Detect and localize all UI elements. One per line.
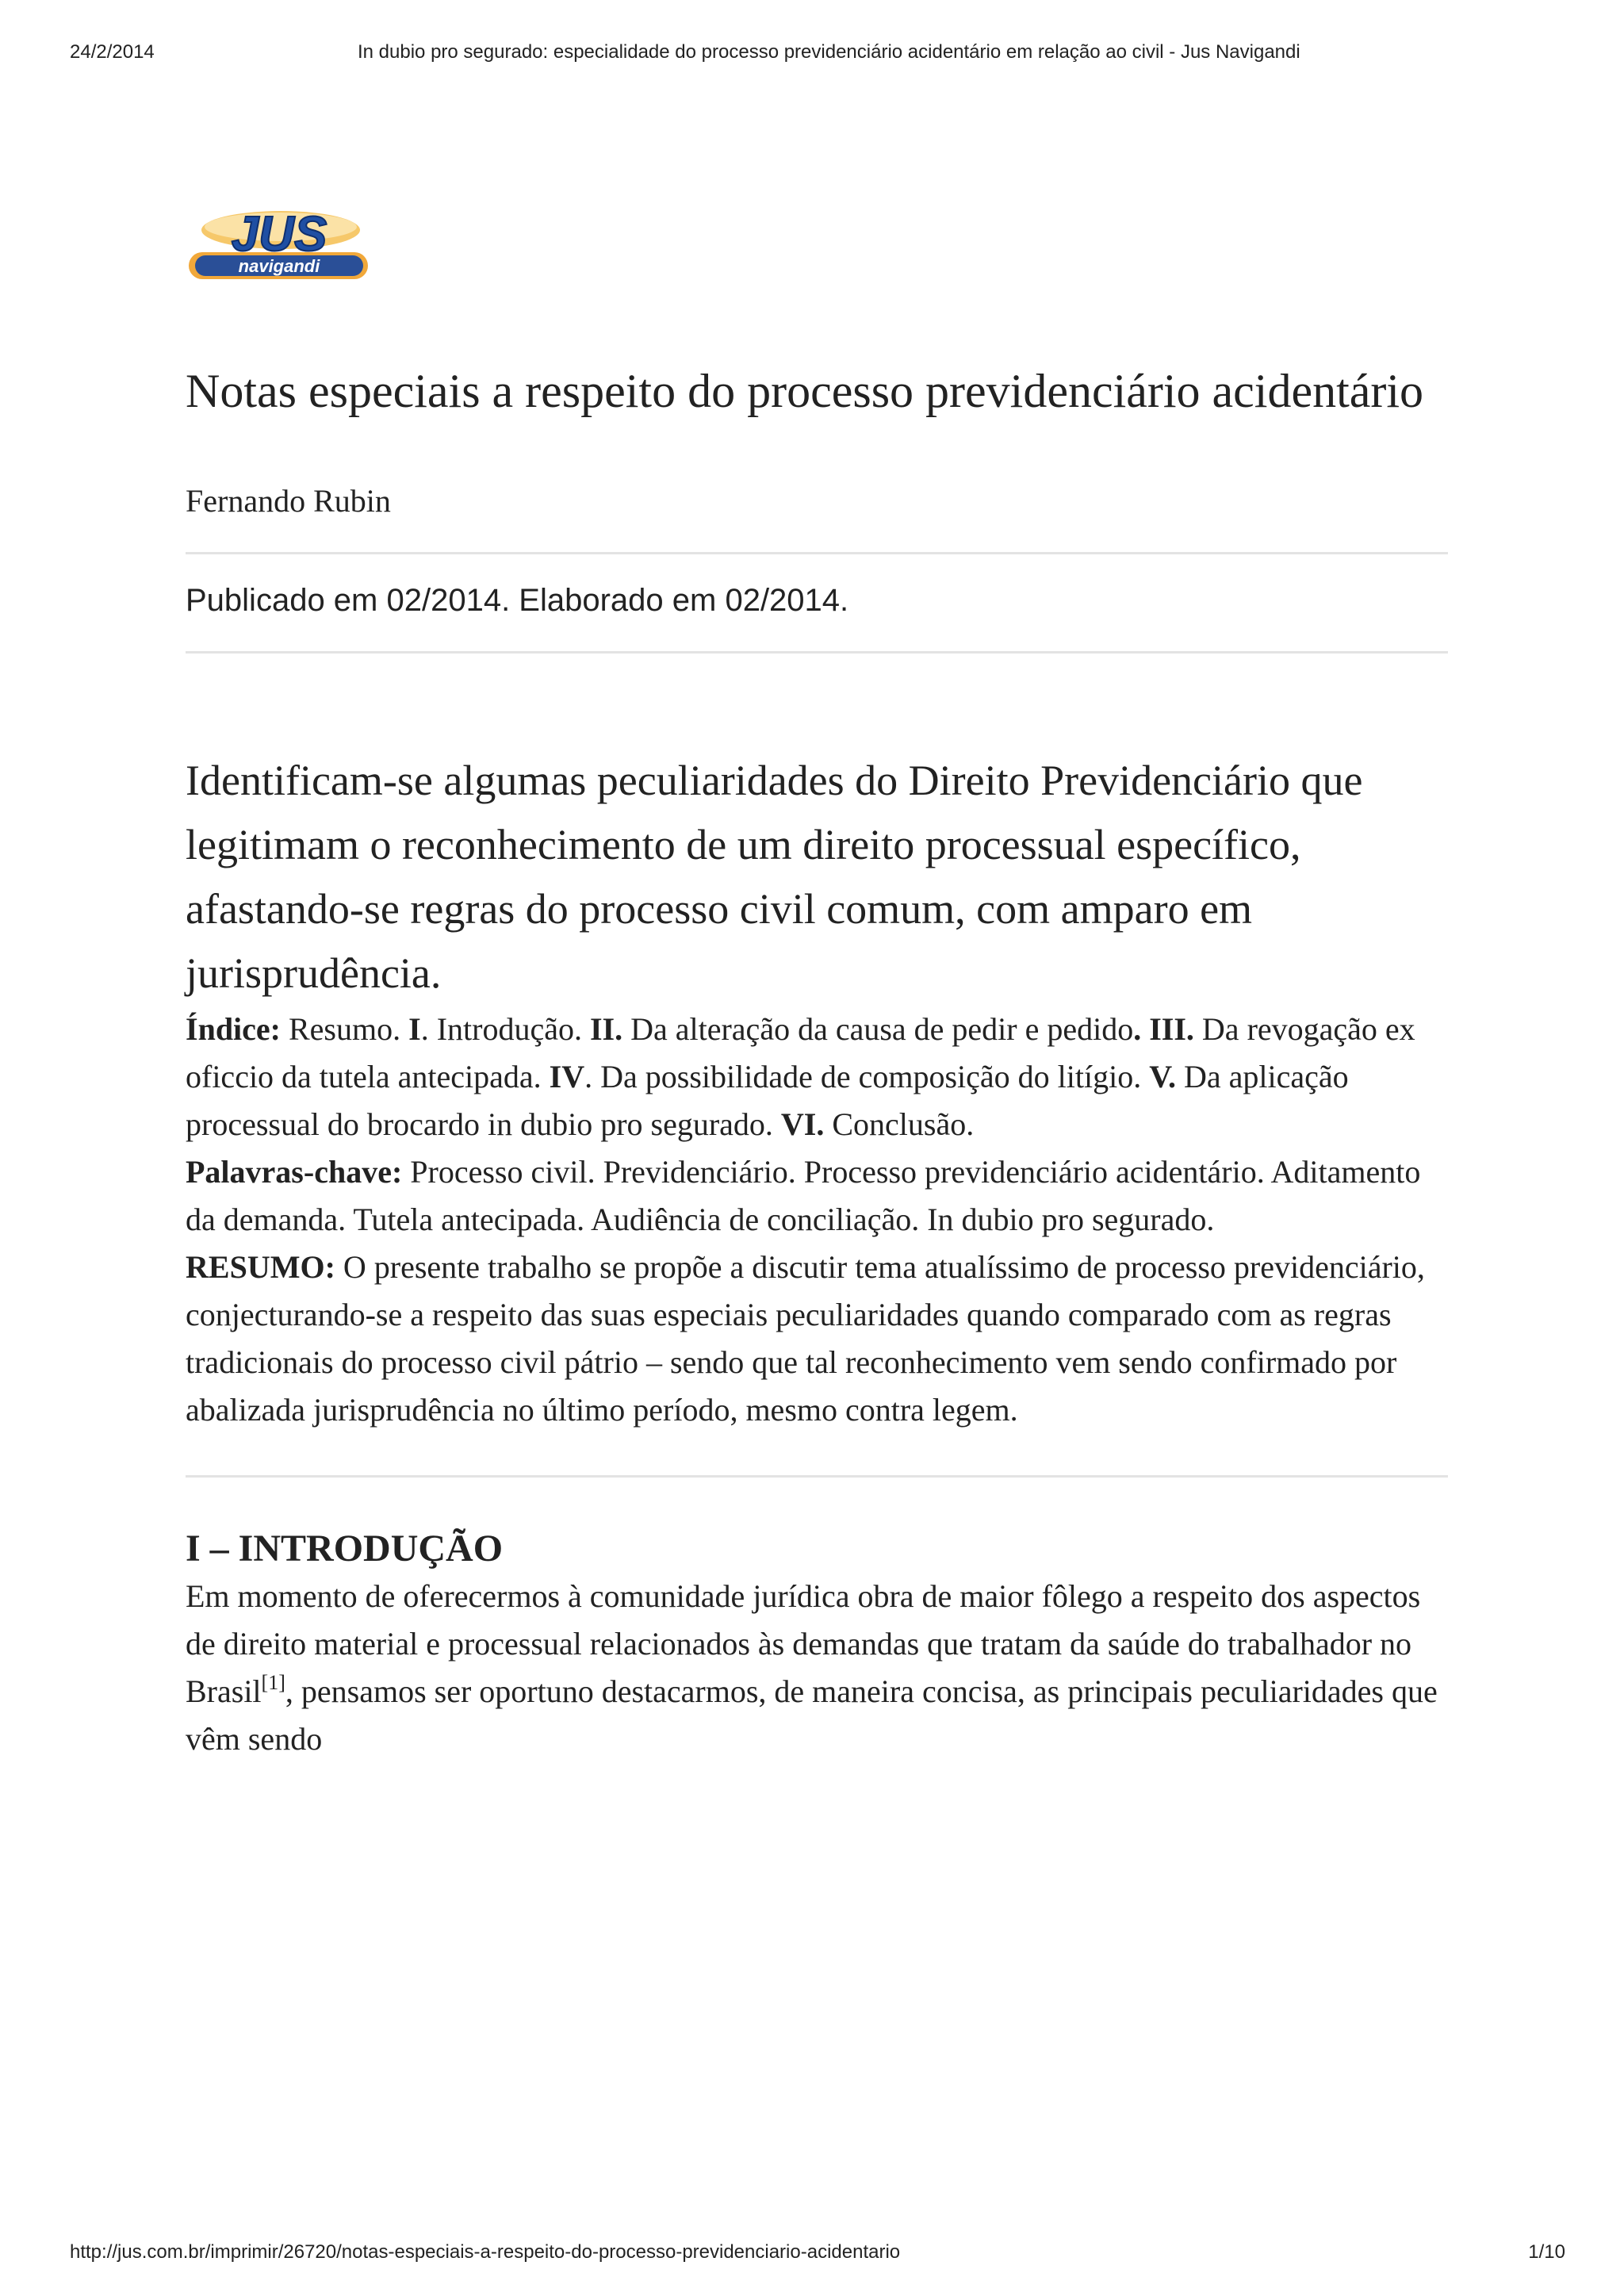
index-numeral: IV [549,1059,585,1094]
index-text: Da alteração da causa de pedir e pedido [622,1011,1134,1047]
index-text: Resumo. [281,1011,409,1047]
article-title: Notas especiais a respeito do processo previdenciário acidentário [186,365,1424,417]
logo-text-navigandi: navigandi [238,256,320,276]
article-lead: Identificam-se algumas peculiaridades do Direito Previdenciário que legitimam o reconhecimento de um direito processual específico, afastando-se regras do processo civil comum, com amparo em jurisprudência. [186,757,1363,997]
jus-navigandi-logo[interactable] [186,206,373,282]
abstract-label: RESUMO: [186,1249,335,1285]
index-numeral: I [408,1011,421,1047]
divider [186,1475,1448,1478]
index-numeral: . III. [1133,1011,1194,1047]
index-text: Conclusão. [824,1106,975,1142]
divider [186,651,1448,654]
print-date: 24/2/2014 [70,41,155,63]
index-label: Índice: [186,1011,281,1047]
index-paragraph [186,1006,1448,1148]
page-number: 1/10 [1528,2241,1565,2263]
article-author: Fernando Rubin [186,483,391,519]
article [186,357,1448,1763]
publication-info: Publicado em 02/2014. Elaborado em 02/2014. [186,583,849,618]
print-url: http://jus.com.br/imprimir/26720/notas-especiais-a-respeito-do-processo-previdenciario-acidentario [70,2241,901,2263]
intro-text: Em momento de oferecermos à comunidade jurídica obra de maior fôlego a respeito dos aspectos de direito material e processual relacionados às demandas que tratam da saúde do trabalhador no Brasil [186,1578,1421,1709]
abstract-text: O presente trabalho se propõe a discutir tema atualíssimo de processo previdenciário, conjecturando-se a respeito das suas especiais peculiaridades quando comparado com as regras tradicionais do processo civil pátrio – sendo que tal reconhecimento vem sendo confirmado por abalizada jurisprudência no último período, mesmo contra legem. [186,1249,1425,1428]
index-numeral: V. [1149,1059,1176,1094]
print-header [0,41,1624,73]
intro-paragraph [186,1573,1448,1763]
keywords-paragraph [186,1148,1448,1244]
section-heading: I – INTRODUÇÃO [186,1527,504,1570]
footnote-link[interactable]: [1] [261,1671,285,1694]
print-footer [0,2241,1624,2273]
index-text: . Da possibilidade de composição do litígio. [584,1059,1150,1094]
keywords-text: Processo civil. Previdenciário. Processo previdenciário acidentário. Aditamento da demanda. Tutela antecipada. Audiência de conciliação. In dubio pro segurado. [186,1154,1421,1237]
intro-text: , pensamos ser oportuno destacarmos, de maneira concisa, as principais peculiaridades que vêm sendo [186,1673,1438,1757]
abstract-paragraph [186,1244,1448,1434]
index-text: Da revogação ex oficcio da tutela antecipada. [186,1011,1415,1094]
index-numeral: VI. [780,1106,825,1142]
index-numeral: II. [589,1011,623,1047]
keywords-label: Palavras-chave: [186,1154,403,1190]
index-text: . Introdução. [420,1011,590,1047]
logo-text-jus: JUS [231,207,327,262]
print-page-title: In dubio pro segurado: especialidade do processo previdenciário acidentário em relação ao civil - Jus Navigandi [358,41,1300,63]
index-text: Da aplicação processual do brocardo in dubio pro segurado. [186,1059,1349,1142]
